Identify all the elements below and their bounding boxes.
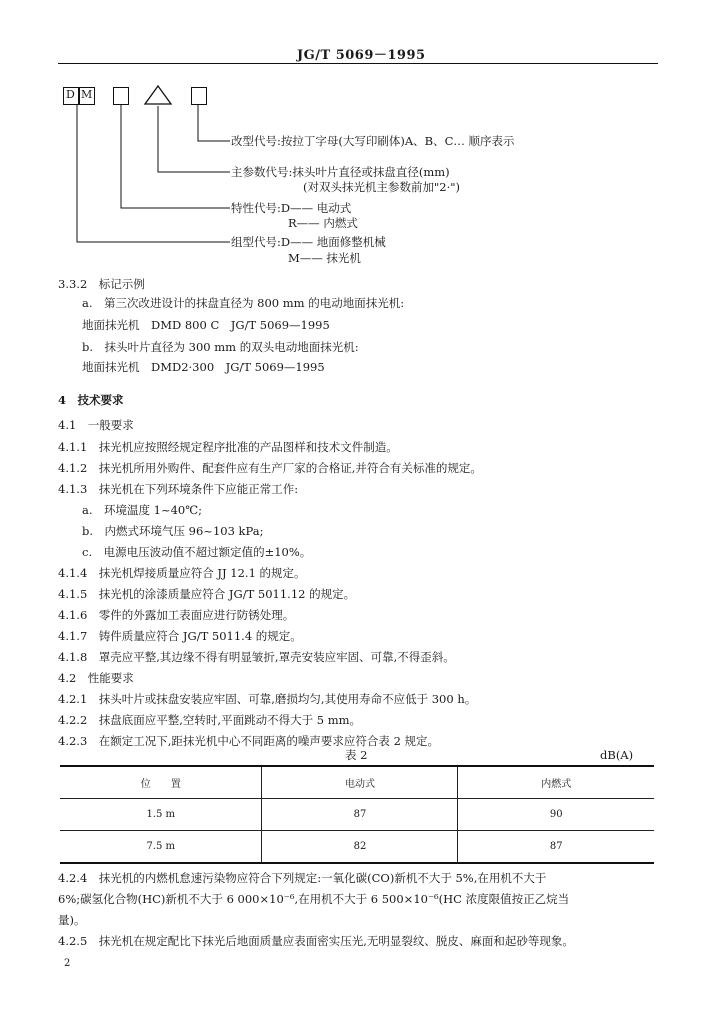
feature-code-r: R—— 内燃式 <box>288 216 358 230</box>
feature-code-annotation: 特性代号:D—— 电动式 <box>231 201 352 215</box>
table-caption: 表 2 <box>345 748 368 762</box>
table-cell-position: 1.5 m <box>60 799 262 831</box>
table-cell-combustion: 90 <box>458 799 654 831</box>
clause-4-2-3: 4.2.3 在额定工况下,距抹光机中心不同距离的噪声要求应符合表 2 规定。 <box>58 734 440 748</box>
section-4-1-heading: 4.1 一般要求 <box>58 418 134 432</box>
clause-4-1-4: 4.1.4 抹光机焊接质量应符合 JJ 12.1 的规定。 <box>58 566 306 580</box>
section-3-3-2-heading: 3.3.2 标记示例 <box>58 277 145 291</box>
code-box-d-label: D <box>66 88 75 101</box>
page-number: 2 <box>64 958 71 969</box>
noise-requirements-table <box>60 765 654 864</box>
table-row <box>60 799 654 831</box>
table-header-position: 位 置 <box>60 766 262 799</box>
example-a-text: a. 第三次改进设计的抹盘直径为 800 mm 的电动地面抹光机: <box>82 296 405 310</box>
clause-4-2-4-line1: 4.2.4 抹光机的内燃机怠速污染物应符合下列规定:一氧化碳(CO)新机不大于 5%,在用机不大于 <box>58 871 547 885</box>
clause-4-2-1: 4.2.1 抹头叶片或抹盘安装应牢固、可靠,磨损均匀,其使用寿命不应低于 300 h。 <box>58 692 477 706</box>
table-cell-electric: 82 <box>262 831 458 864</box>
example-b-mark: 地面抹光机 DMD2·300 JG/T 5069—1995 <box>82 360 325 374</box>
revision-code-annotation: 改型代号:按拉丁字母(大写印刷体)A、B、C… 顺序表示 <box>231 134 515 148</box>
example-b-text: b. 抹头叶片直径为 300 mm 的双头电动地面抹光机: <box>82 340 359 354</box>
param-code-annotation: 主参数代号:抹头叶片直径或抹盘直径(mm) <box>231 165 450 179</box>
clause-4-2-4-line3: 量)。 <box>58 913 86 927</box>
table-header-electric: 电动式 <box>262 766 458 799</box>
clause-4-1-1: 4.1.1 抹光机应按照经规定程序批准的产品图样和技术文件制造。 <box>58 440 398 454</box>
standard-code-header: JG/T 5069－1995 <box>297 48 426 63</box>
clause-4-1-6: 4.1.6 零件的外露加工表面应进行防锈处理。 <box>58 608 295 622</box>
param-code-note: (对双头抹光机主参数前加"2·") <box>303 180 461 194</box>
table-row <box>60 831 654 864</box>
clause-4-2-5: 4.2.5 抹光机在规定配比下抹光后地面质量应表面密实压光,无明显裂纹、脱皮、麻面和起砂等现象。 <box>58 934 574 948</box>
group-code-annotation: 组型代号:D—— 地面修整机械 <box>231 235 386 249</box>
code-box-m-label: M <box>81 88 93 101</box>
clause-4-1-3: 4.1.3 抹光机在下列环境条件下应能正常工作: <box>58 482 299 496</box>
clause-4-2-4-line2: 6%;碳氢化合物(HC)新机不大于 6 000×10⁻⁶,在用机不大于 6 500×10⁻⁶(HC 浓度限值按正乙烷当 <box>58 892 570 906</box>
clause-4-1-3-b: b. 内燃式环境气压 96~103 kPa; <box>82 524 264 538</box>
clause-4-1-7: 4.1.7 铸件质量应符合 JG/T 5011.4 的规定。 <box>58 629 302 643</box>
table-unit: dB(A) <box>600 748 634 762</box>
clause-4-1-3-c: c. 电源电压波动值不超过额定值的±10%。 <box>82 545 312 559</box>
table-cell-combustion: 87 <box>458 831 654 864</box>
example-a-mark: 地面抹光机 DMD 800 C JG/T 5069—1995 <box>82 318 330 332</box>
table-cell-electric: 87 <box>262 799 458 831</box>
table-header-row <box>60 766 654 799</box>
clause-4-1-5: 4.1.5 抹光机的涂漆质量应符合 JG/T 5011.12 的规定。 <box>58 587 356 601</box>
group-code-m: M—— 抹光机 <box>288 251 361 265</box>
clause-4-1-2: 4.1.2 抹光机所用外购件、配套件应有生产厂家的合格证,并符合有关标准的规定。 <box>58 461 482 475</box>
clause-4-1-8: 4.1.8 罩壳应平整,其边缘不得有明显皱折,罩壳安装应牢固、可靠,不得歪斜。 <box>58 650 455 664</box>
table-cell-position: 7.5 m <box>60 831 262 864</box>
clause-4-2-2: 4.2.2 抹盘底面应平整,空转时,平面跳动不得大于 5 mm。 <box>58 713 362 727</box>
section-4-heading: 4 技术要求 <box>58 393 124 407</box>
table-header-combustion: 内燃式 <box>458 766 654 799</box>
clause-4-1-3-a: a. 环境温度 1~40℃; <box>82 503 202 517</box>
section-4-2-heading: 4.2 性能要求 <box>58 671 134 685</box>
